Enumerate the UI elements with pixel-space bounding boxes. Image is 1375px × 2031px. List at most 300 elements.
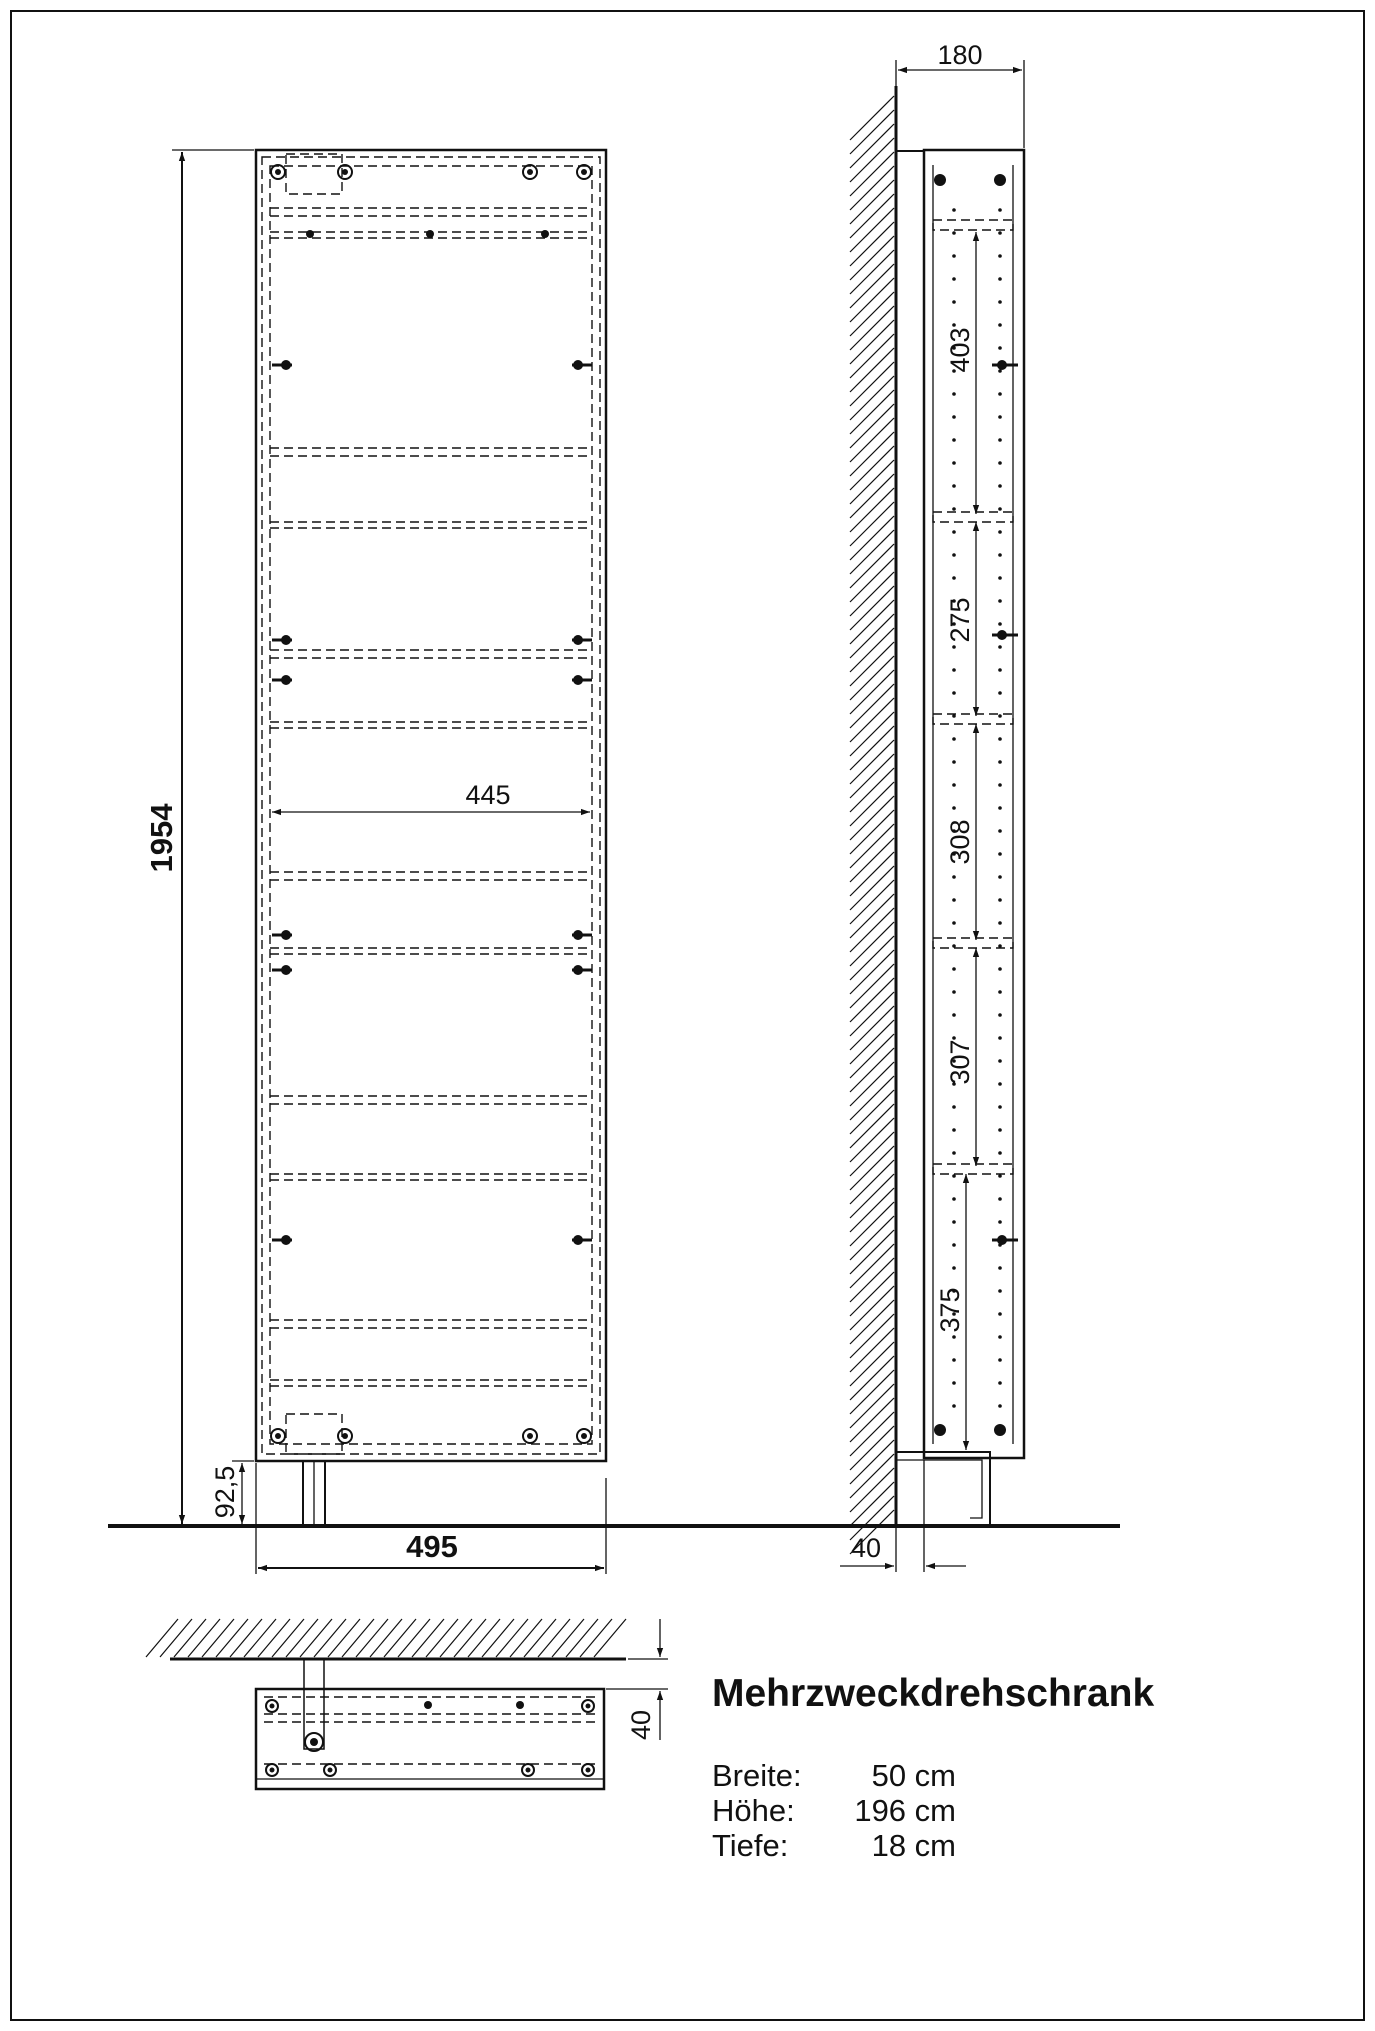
hatch-line bbox=[850, 1328, 894, 1372]
top-wall-hatching bbox=[146, 1619, 626, 1657]
pin-hole bbox=[952, 415, 956, 419]
pin-hole bbox=[998, 1335, 1002, 1339]
hatch-line bbox=[850, 1356, 894, 1400]
hatch-line bbox=[850, 992, 894, 1036]
pin-hole bbox=[952, 645, 956, 649]
hatch-line bbox=[850, 866, 894, 910]
hatch-line bbox=[850, 838, 894, 882]
pin-hole bbox=[952, 1243, 956, 1247]
hatch-line bbox=[850, 334, 894, 378]
hinge-dot bbox=[573, 360, 583, 370]
hatch-line bbox=[850, 1384, 894, 1428]
pin-hole bbox=[952, 1105, 956, 1109]
hatch-line bbox=[538, 1619, 570, 1657]
pin-hole bbox=[998, 484, 1002, 488]
hatch-line bbox=[850, 1300, 894, 1344]
side-hinge-dot bbox=[997, 360, 1007, 370]
pin-hole bbox=[998, 1013, 1002, 1017]
pin-hole bbox=[952, 438, 956, 442]
hatch-line bbox=[850, 936, 894, 980]
pin-hole bbox=[952, 875, 956, 879]
hatch-line bbox=[850, 1412, 894, 1456]
hatch-line bbox=[850, 194, 894, 238]
side-hinge-dot bbox=[997, 1235, 1007, 1245]
hatch-line bbox=[468, 1619, 500, 1657]
hatch-line bbox=[850, 558, 894, 602]
hatch-line bbox=[850, 446, 894, 490]
shelf-lines bbox=[270, 208, 592, 1386]
hatch-line bbox=[850, 460, 894, 504]
hatch-line bbox=[850, 1342, 894, 1386]
fixing-knob-center bbox=[581, 169, 587, 175]
hatch-line bbox=[850, 712, 894, 756]
hatch-line bbox=[440, 1619, 472, 1657]
pin-hole bbox=[998, 829, 1002, 833]
hatch-line bbox=[850, 1314, 894, 1358]
top-fixing-center bbox=[270, 1768, 275, 1773]
top-fixing-center bbox=[270, 1704, 275, 1709]
pin-hole bbox=[952, 967, 956, 971]
hatch-line bbox=[850, 1286, 894, 1330]
hatch-line bbox=[850, 1006, 894, 1050]
side-hinge-dot bbox=[997, 630, 1007, 640]
hatch-line bbox=[850, 684, 894, 728]
pin-hole bbox=[952, 1266, 956, 1270]
pin-hole bbox=[952, 1381, 956, 1385]
fixing-knob-center bbox=[275, 169, 281, 175]
side-shelf bbox=[933, 512, 1013, 522]
pin-hole bbox=[952, 392, 956, 396]
pin-hole bbox=[998, 1105, 1002, 1109]
pin-hole bbox=[952, 461, 956, 465]
product-info bbox=[712, 1672, 1154, 1863]
hatch-line bbox=[850, 250, 894, 294]
pin-hole bbox=[998, 668, 1002, 672]
pin-hole bbox=[998, 346, 1002, 350]
hatch-line bbox=[398, 1619, 430, 1657]
hatch-line bbox=[850, 824, 894, 868]
hatch-line bbox=[384, 1619, 416, 1657]
hatch-line bbox=[850, 754, 894, 798]
side-fixing bbox=[934, 1424, 946, 1436]
hatch-line bbox=[552, 1619, 584, 1657]
pin-hole bbox=[952, 507, 956, 511]
hatch-line bbox=[356, 1619, 388, 1657]
top-fixing-center bbox=[586, 1704, 591, 1709]
hatch-line bbox=[412, 1619, 444, 1657]
hatch-line bbox=[850, 320, 894, 364]
pin-hole bbox=[998, 760, 1002, 764]
pin-hole bbox=[998, 875, 1002, 879]
hatch-line bbox=[850, 222, 894, 266]
hatch-line bbox=[850, 740, 894, 784]
hatch-line bbox=[160, 1619, 192, 1657]
hatch-line bbox=[524, 1619, 556, 1657]
hatch-line bbox=[850, 516, 894, 560]
fixing-knob-center bbox=[581, 1433, 587, 1439]
pin-hole bbox=[998, 944, 1002, 948]
hinge-dot bbox=[573, 1235, 583, 1245]
pin-hole bbox=[952, 530, 956, 534]
hinge-dot bbox=[281, 930, 291, 940]
hatch-line bbox=[850, 726, 894, 770]
pin-hole bbox=[952, 484, 956, 488]
page-frame bbox=[11, 11, 1364, 2020]
pin-hole bbox=[952, 898, 956, 902]
hatch-line bbox=[370, 1619, 402, 1657]
hatch-line bbox=[850, 306, 894, 350]
hatch-line bbox=[174, 1619, 206, 1657]
height-dim-label: 1954 bbox=[144, 803, 179, 873]
pin-hole bbox=[952, 1036, 956, 1040]
hatch-line bbox=[850, 1398, 894, 1442]
side-shelf bbox=[933, 1164, 1013, 1174]
hatch-line bbox=[850, 628, 894, 672]
pin-hole bbox=[998, 1197, 1002, 1201]
hatch-line bbox=[850, 1244, 894, 1288]
hatch-line bbox=[850, 1426, 894, 1470]
pin-hole bbox=[952, 714, 956, 718]
hatch-line bbox=[850, 110, 894, 154]
hatch-line bbox=[300, 1619, 332, 1657]
fixing-pin bbox=[541, 230, 549, 238]
hatch-line bbox=[202, 1619, 234, 1657]
fixing-pin bbox=[426, 230, 434, 238]
hatch-line bbox=[850, 1482, 894, 1526]
pin-hole bbox=[998, 208, 1002, 212]
hatch-line bbox=[850, 96, 894, 140]
hatch-line bbox=[314, 1619, 346, 1657]
hatch-line bbox=[850, 152, 894, 196]
hatch-line bbox=[850, 880, 894, 924]
pin-hole bbox=[952, 691, 956, 695]
pin-hole bbox=[998, 231, 1002, 235]
pin-hole bbox=[998, 599, 1002, 603]
pin-hole bbox=[998, 530, 1002, 534]
hatch-line bbox=[286, 1619, 318, 1657]
pin-hole bbox=[998, 1266, 1002, 1270]
hatch-line bbox=[850, 124, 894, 168]
hatch-line bbox=[850, 1188, 894, 1232]
hinge-dot bbox=[573, 965, 583, 975]
fixing-knob-center bbox=[342, 169, 348, 175]
hatch-line bbox=[482, 1619, 514, 1657]
pin-hole bbox=[998, 645, 1002, 649]
spec-label-width: Breite: bbox=[712, 1758, 802, 1793]
pin-hole bbox=[952, 990, 956, 994]
side-fixing bbox=[934, 174, 946, 186]
pin-hole bbox=[998, 921, 1002, 925]
pin-hole bbox=[998, 852, 1002, 856]
pin-hole bbox=[998, 737, 1002, 741]
hatch-line bbox=[850, 1440, 894, 1484]
hatch-line bbox=[850, 922, 894, 966]
bottom-bracket bbox=[896, 1452, 990, 1525]
hatch-line bbox=[850, 236, 894, 280]
side-view bbox=[840, 40, 1024, 1572]
pin-hole bbox=[998, 990, 1002, 994]
product-title: Mehrzweckdrehschrank bbox=[712, 1672, 1155, 1715]
cabinet-inner-outline-2 bbox=[270, 166, 592, 1444]
spec-value-width: 50 cm bbox=[871, 1758, 956, 1793]
hatch-line bbox=[850, 572, 894, 616]
wall-hatching bbox=[850, 96, 894, 1554]
pin-hole bbox=[952, 300, 956, 304]
hatch-line bbox=[850, 376, 894, 420]
pin-hole bbox=[998, 507, 1002, 511]
pin-hole bbox=[998, 1381, 1002, 1385]
pin-hole bbox=[998, 898, 1002, 902]
hatch-line bbox=[580, 1619, 612, 1657]
hatch-line bbox=[850, 698, 894, 742]
pin-hole bbox=[998, 783, 1002, 787]
shelf-dim-label-3: 308 bbox=[945, 819, 975, 865]
hatch-line bbox=[850, 530, 894, 574]
width-dim-label: 495 bbox=[406, 1529, 458, 1564]
pin-hole bbox=[998, 461, 1002, 465]
fixing-knob-center bbox=[275, 1433, 281, 1439]
foot-dim-label: 92,5 bbox=[210, 1465, 240, 1519]
hatch-line bbox=[850, 1370, 894, 1414]
pin-hole bbox=[952, 254, 956, 258]
pin-hole bbox=[998, 622, 1002, 626]
hatch-line bbox=[850, 138, 894, 182]
hatch-line bbox=[146, 1619, 178, 1657]
hatch-line bbox=[850, 1160, 894, 1204]
pin-hole bbox=[998, 323, 1002, 327]
hatch-line bbox=[850, 1468, 894, 1512]
pin-hole bbox=[998, 277, 1002, 281]
pin-hole bbox=[998, 1128, 1002, 1132]
pin-hole bbox=[952, 783, 956, 787]
hinge-dot bbox=[281, 675, 291, 685]
hatch-line bbox=[850, 1272, 894, 1316]
hatch-line bbox=[850, 474, 894, 518]
hinge-dot bbox=[281, 360, 291, 370]
bottom-bracket-inner bbox=[896, 1460, 982, 1518]
hatch-line bbox=[850, 950, 894, 994]
pin-hole bbox=[952, 576, 956, 580]
pin-hole bbox=[998, 1151, 1002, 1155]
hatch-line bbox=[850, 1020, 894, 1064]
hatch-line bbox=[454, 1619, 486, 1657]
pin-hole bbox=[952, 1174, 956, 1178]
hatch-line bbox=[850, 908, 894, 952]
hatch-line bbox=[850, 1062, 894, 1106]
hatch-line bbox=[850, 586, 894, 630]
hatch-line bbox=[850, 278, 894, 322]
shelf-dim-label-2: 275 bbox=[945, 597, 975, 643]
hatch-line bbox=[850, 1048, 894, 1092]
pin-hole bbox=[952, 760, 956, 764]
hinge-markers bbox=[271, 165, 592, 1443]
hatch-line bbox=[328, 1619, 360, 1657]
pin-hole bbox=[998, 1036, 1002, 1040]
hatch-line bbox=[272, 1619, 304, 1657]
spec-label-height: Höhe: bbox=[712, 1793, 795, 1828]
pin-hole bbox=[998, 576, 1002, 580]
hinge-dot bbox=[281, 1235, 291, 1245]
pin-hole bbox=[998, 1404, 1002, 1408]
hatch-line bbox=[850, 768, 894, 812]
top-view bbox=[146, 1619, 668, 1789]
hatch-line bbox=[850, 488, 894, 532]
hinge-dot bbox=[573, 675, 583, 685]
pin-hole bbox=[998, 1289, 1002, 1293]
spec-value-height: 196 cm bbox=[854, 1793, 956, 1828]
side-fixing bbox=[994, 1424, 1006, 1436]
hatch-line bbox=[850, 642, 894, 686]
hatch-line bbox=[850, 1174, 894, 1218]
fixing-pin bbox=[306, 230, 314, 238]
hatch-line bbox=[850, 1076, 894, 1120]
top-wall-bracket-knob-inner bbox=[310, 1738, 318, 1746]
side-fixing bbox=[994, 174, 1006, 186]
pin-hole bbox=[952, 553, 956, 557]
hatch-line bbox=[850, 614, 894, 658]
pin-hole bbox=[952, 277, 956, 281]
hatch-line bbox=[850, 1146, 894, 1190]
hatch-line bbox=[850, 852, 894, 896]
hatch-line bbox=[850, 894, 894, 938]
pin-hole bbox=[998, 1312, 1002, 1316]
hatch-line bbox=[850, 978, 894, 1022]
fixing-knob-center bbox=[342, 1433, 348, 1439]
pin-hole bbox=[998, 806, 1002, 810]
pin-hole bbox=[952, 1404, 956, 1408]
hinge-dot bbox=[281, 635, 291, 645]
hatch-line bbox=[496, 1619, 528, 1657]
pin-hole bbox=[998, 553, 1002, 557]
hatch-line bbox=[230, 1619, 262, 1657]
hinge-dot bbox=[573, 930, 583, 940]
pin-hole bbox=[952, 1128, 956, 1132]
hatch-line bbox=[850, 1202, 894, 1246]
shelf-dim-label-1: 403 bbox=[945, 327, 975, 373]
hatch-line bbox=[850, 1258, 894, 1302]
hatch-line bbox=[188, 1619, 220, 1657]
pin-hole bbox=[952, 323, 956, 327]
hatch-line bbox=[850, 1090, 894, 1134]
top-pin bbox=[424, 1701, 432, 1709]
pin-hole bbox=[952, 921, 956, 925]
shelf-dim-label-5: 375 bbox=[935, 1287, 965, 1333]
hatch-line bbox=[850, 1104, 894, 1148]
pin-hole bbox=[952, 806, 956, 810]
pin-hole bbox=[998, 300, 1002, 304]
hatch-line bbox=[850, 782, 894, 826]
pin-hole bbox=[952, 1151, 956, 1155]
bottom-hardware-box bbox=[286, 1414, 342, 1454]
side-shelf bbox=[933, 220, 1013, 230]
pin-hole bbox=[998, 1358, 1002, 1362]
hatch-line bbox=[850, 1216, 894, 1260]
gap-dim-label: 40 bbox=[850, 1533, 882, 1563]
hatch-line bbox=[216, 1619, 248, 1657]
pin-hole bbox=[998, 714, 1002, 718]
top-fixing-center bbox=[328, 1768, 333, 1773]
hatch-line bbox=[850, 1132, 894, 1176]
top-gap-dim-label: 40 bbox=[626, 1709, 656, 1741]
hatch-line bbox=[244, 1619, 276, 1657]
hatch-line bbox=[850, 670, 894, 714]
hatch-line bbox=[850, 1118, 894, 1162]
pin-hole bbox=[952, 1013, 956, 1017]
top-fixing-center bbox=[526, 1768, 531, 1773]
spec-value-depth: 18 cm bbox=[871, 1828, 956, 1863]
hatch-line bbox=[850, 544, 894, 588]
hatch-line bbox=[510, 1619, 542, 1657]
hatch-line bbox=[850, 964, 894, 1008]
pin-hole bbox=[998, 967, 1002, 971]
top-hardware-box bbox=[286, 154, 342, 194]
spec-label-depth: Tiefe: bbox=[712, 1828, 789, 1863]
pin-hole bbox=[952, 1358, 956, 1362]
hatch-line bbox=[850, 796, 894, 840]
pin-hole bbox=[998, 438, 1002, 442]
pin-hole bbox=[952, 208, 956, 212]
inner-width-dim-label: 445 bbox=[465, 780, 511, 810]
pin-hole bbox=[998, 254, 1002, 258]
shelf-dim-label-4: 307 bbox=[945, 1039, 975, 1085]
pin-hole bbox=[952, 1197, 956, 1201]
hatch-line bbox=[850, 208, 894, 252]
depth-dim-label: 180 bbox=[937, 40, 983, 70]
hatch-line bbox=[850, 656, 894, 700]
cabinet-front-outline bbox=[256, 150, 606, 1461]
hatch-line bbox=[850, 166, 894, 210]
pin-hole bbox=[952, 231, 956, 235]
pin-hole bbox=[998, 1174, 1002, 1178]
pin-hole bbox=[998, 1082, 1002, 1086]
fixing-knob-center bbox=[527, 1433, 533, 1439]
hinge-dot bbox=[281, 965, 291, 975]
pin-hole bbox=[952, 1220, 956, 1224]
hatch-line bbox=[850, 1034, 894, 1078]
hatch-line bbox=[850, 502, 894, 546]
hinge-dot bbox=[573, 635, 583, 645]
hatch-line bbox=[566, 1619, 598, 1657]
pin-hole bbox=[998, 392, 1002, 396]
pin-hole bbox=[998, 415, 1002, 419]
hatch-line bbox=[850, 180, 894, 224]
hatch-line bbox=[850, 810, 894, 854]
hatch-line bbox=[426, 1619, 458, 1657]
hatch-line bbox=[850, 264, 894, 308]
hatch-line bbox=[850, 432, 894, 476]
pin-hole bbox=[952, 944, 956, 948]
top-pin bbox=[516, 1701, 524, 1709]
pin-hole bbox=[952, 668, 956, 672]
hatch-line bbox=[850, 600, 894, 644]
pin-hole bbox=[998, 691, 1002, 695]
hatch-line bbox=[850, 292, 894, 336]
pin-hole bbox=[998, 1220, 1002, 1224]
pin-hole bbox=[952, 1335, 956, 1339]
hatch-line bbox=[850, 418, 894, 462]
hatch-line bbox=[850, 362, 894, 406]
hatch-line bbox=[258, 1619, 290, 1657]
hatch-line bbox=[850, 348, 894, 392]
hatch-line bbox=[850, 1230, 894, 1274]
hatch-line bbox=[850, 390, 894, 434]
top-fixing-center bbox=[586, 1768, 591, 1773]
hatch-line bbox=[342, 1619, 374, 1657]
fixing-knob-center bbox=[527, 169, 533, 175]
hatch-line bbox=[850, 1454, 894, 1498]
hatch-line bbox=[850, 404, 894, 448]
cabinet-inner-outline bbox=[262, 157, 600, 1454]
